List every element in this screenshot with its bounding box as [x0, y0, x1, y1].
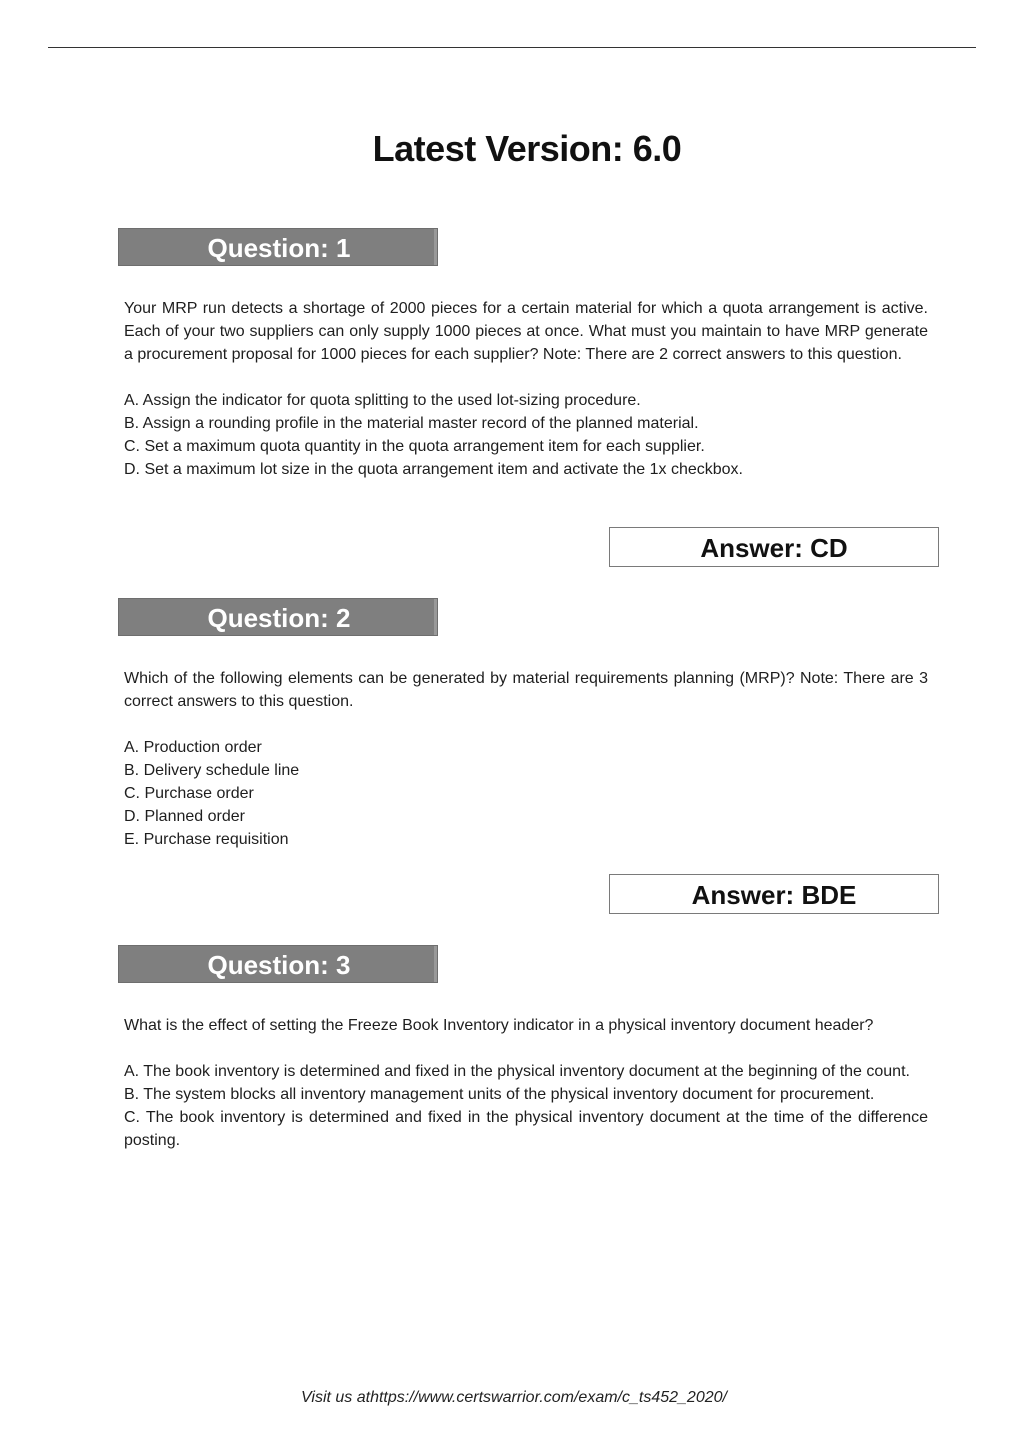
option-item: A. Assign the indicator for quota splitting to the used lot-sizing procedure. [124, 392, 641, 409]
option-item: C. Set a maximum quota quantity in the quota arrangement item for each supplier. [124, 438, 705, 455]
header-rule [48, 47, 976, 48]
question-2-options [124, 736, 928, 851]
option-item: C. Purchase order [124, 785, 254, 802]
page-title: Latest Version: 6.0 [372, 128, 682, 169]
question-2-text: Which of the following elements can be generated by material requirements planning (MRP)? Note: There are 3 correct answers to this question. [124, 670, 928, 710]
question-3-body [124, 1014, 928, 1152]
option-item: E. Purchase requisition [124, 831, 289, 848]
option-item: A. The book inventory is determined and fixed in the physical inventory document at the beginning of the count. [124, 1063, 910, 1080]
question-3-options [124, 1060, 928, 1152]
question-3-text: What is the effect of setting the Freeze Book Inventory indicator in a physical inventory document header? [124, 1017, 874, 1034]
answer-1-box: Answer: CD [609, 527, 939, 567]
answer-2-box: Answer: BDE [609, 874, 939, 914]
option-item: B. The system blocks all inventory management units of the physical inventory document for procurement. [124, 1086, 875, 1103]
question-1-options [124, 389, 928, 481]
question-1-banner [118, 228, 438, 266]
option-item: B. Delivery schedule line [124, 762, 300, 779]
question-2-label: Question: 2 [207, 603, 351, 633]
question-1-label: Question: 1 [207, 233, 351, 263]
option-item: C. The book inventory is determined and fixed in the physical inventory document at the time of the difference posting. [124, 1109, 928, 1149]
question-2-body [124, 667, 928, 851]
question-2-banner [118, 598, 438, 636]
option-item: D. Set a maximum lot size in the quota arrangement item and activate the 1x checkbox. [124, 461, 743, 478]
question-1-body [124, 297, 928, 481]
question-3-label: Question: 3 [207, 950, 351, 980]
option-item: D. Planned order [124, 808, 245, 825]
option-item: A. Production order [124, 739, 262, 756]
question-1-text: Your MRP run detects a shortage of 2000 pieces for a certain material for which a quota arrangement is active. Each of your two suppliers can only supply 1000 pieces at once. What must you maintain to have MRP generate a procurement proposal for 1000 pieces for each supplier? Note: There are 2 correct answers to this question. [124, 300, 928, 363]
question-3-banner [118, 945, 438, 983]
footer-visit-link[interactable]: Visit us athttps://www.certswarrior.com/exam/c_ts452_2020/ [301, 1389, 727, 1406]
option-item: B. Assign a rounding profile in the material master record of the planned material. [124, 415, 699, 432]
